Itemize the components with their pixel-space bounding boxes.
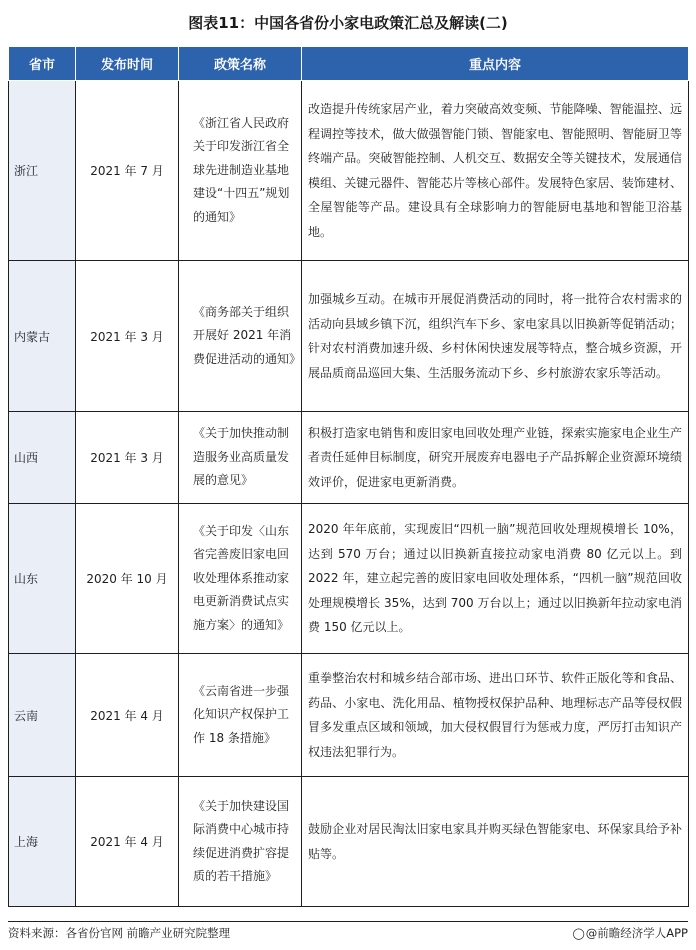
table-row bbox=[9, 777, 689, 907]
policy-table bbox=[8, 46, 689, 907]
cell-policy-name: 《关于加快建设国际消费中心城市持续促进消费扩容提质的若干措施》 bbox=[179, 777, 302, 907]
cell-date: 2021 年 3 月 bbox=[76, 261, 179, 412]
cell-content: 鼓励企业对居民淘汰旧家电家具并购买绿色智能家电、环保家具给予补贴等。 bbox=[302, 777, 689, 907]
globe-icon: ◯ bbox=[572, 927, 585, 940]
cell-province: 云南 bbox=[9, 654, 76, 777]
table-row bbox=[9, 261, 689, 412]
footer bbox=[8, 921, 688, 940]
column-header-policy: 政策名称 bbox=[179, 47, 302, 81]
brand-credit bbox=[572, 925, 688, 941]
table-header-row bbox=[9, 47, 689, 81]
cell-date: 2021 年 4 月 bbox=[76, 654, 179, 777]
cell-province: 山西 bbox=[9, 412, 76, 504]
page-title: 图表11：中国各省份小家电政策汇总及解读(二) bbox=[188, 14, 508, 32]
cell-policy-name: 《云南省进一步强化知识产权保护工作 18 条措施》 bbox=[179, 654, 302, 777]
cell-date: 2021 年 3 月 bbox=[76, 412, 179, 504]
cell-content: 加强城乡互动。在城市开展促消费活动的同时，将一批符合农村需求的活动向县域乡镇下沉，组织汽车下乡、家电家具以旧换新等促销活动；针对农村消费加速升级、乡村休闲快速发展等特点，整合城乡资源，开展品质商品巡回大集、生活服务流动下乡、乡村旅游农家乐等活动。 bbox=[302, 261, 689, 412]
cell-date: 2021 年 4 月 bbox=[76, 777, 179, 907]
cell-province: 内蒙古 bbox=[9, 261, 76, 412]
column-header-province: 省市 bbox=[9, 47, 76, 81]
table-row bbox=[9, 504, 689, 654]
cell-date: 2020 年 10 月 bbox=[76, 504, 179, 654]
column-header-content: 重点内容 bbox=[302, 47, 689, 81]
cell-policy-name: 《商务部关于组织开展好 2021 年消费促进活动的通知》 bbox=[179, 261, 302, 412]
cell-content: 2020 年年底前，实现废旧“四机一脑”规范回收处理规模增长 10%，达到 570 万台；通过以旧换新直接拉动家电消费 80 亿元以上。到 2022 年，建立起完善的废旧家电回收处理体系，“四机一脑”规范回收处理规模增长 35%，达到 700 万台以上；通过以旧换新年拉动家电消费 150 亿元以上。 bbox=[302, 504, 689, 654]
table-row bbox=[9, 412, 689, 504]
cell-content: 重拳整治农村和城乡结合部市场、进出口环节、软件正版化等和食品、药品、小家电、洗化用品、植物授权保护品种、地理标志产品等侵权假冒多发重点区域和领域，加大侵权假冒行为惩戒力度，严厉打击知识产权违法犯罪行为。 bbox=[302, 654, 689, 777]
cell-content: 改造提升传统家居产业，着力突破高效变频、节能降噪、智能温控、远程调控等技术，做大做强智能门锁、智能家电、智能照明、智能厨卫等终端产品。突破智能控制、人机交互、数据安全等关键技术，发展通信模组、关键元器件、智能芯片等核心部件。发展特色家居、装饰建材、全屋智能等产品。建设具有全球影响力的智能厨电基地和智能卫浴基地。 bbox=[302, 81, 689, 261]
cell-date: 2021 年 7 月 bbox=[76, 81, 179, 261]
cell-province: 上海 bbox=[9, 777, 76, 907]
brand-text: @前瞻经济学人APP bbox=[585, 926, 688, 940]
cell-province: 山东 bbox=[9, 504, 76, 654]
source-note: 资料来源：各省份官网 前瞻产业研究院整理 bbox=[8, 926, 231, 940]
table-row bbox=[9, 654, 689, 777]
table-row bbox=[9, 81, 689, 261]
column-header-date: 发布时间 bbox=[76, 47, 179, 81]
cell-policy-name: 《浙江省人民政府关于印发浙江省全球先进制造业基地建设“十四五”规划的通知》 bbox=[179, 81, 302, 261]
cell-content: 积极打造家电销售和废旧家电回收处理产业链，探索实施家电企业生产者责任延伸目标制度，研究开展废弃电器电子产品拆解企业资源环境绩效评价，促进家电更新消费。 bbox=[302, 412, 689, 504]
cell-policy-name: 《关于加快推动制造服务业高质量发展的意见》 bbox=[179, 412, 302, 504]
cell-policy-name: 《关于印发〈山东省完善废旧家电回收处理体系推动家电更新消费试点实施方案〉的通知》 bbox=[179, 504, 302, 654]
cell-province: 浙江 bbox=[9, 81, 76, 261]
